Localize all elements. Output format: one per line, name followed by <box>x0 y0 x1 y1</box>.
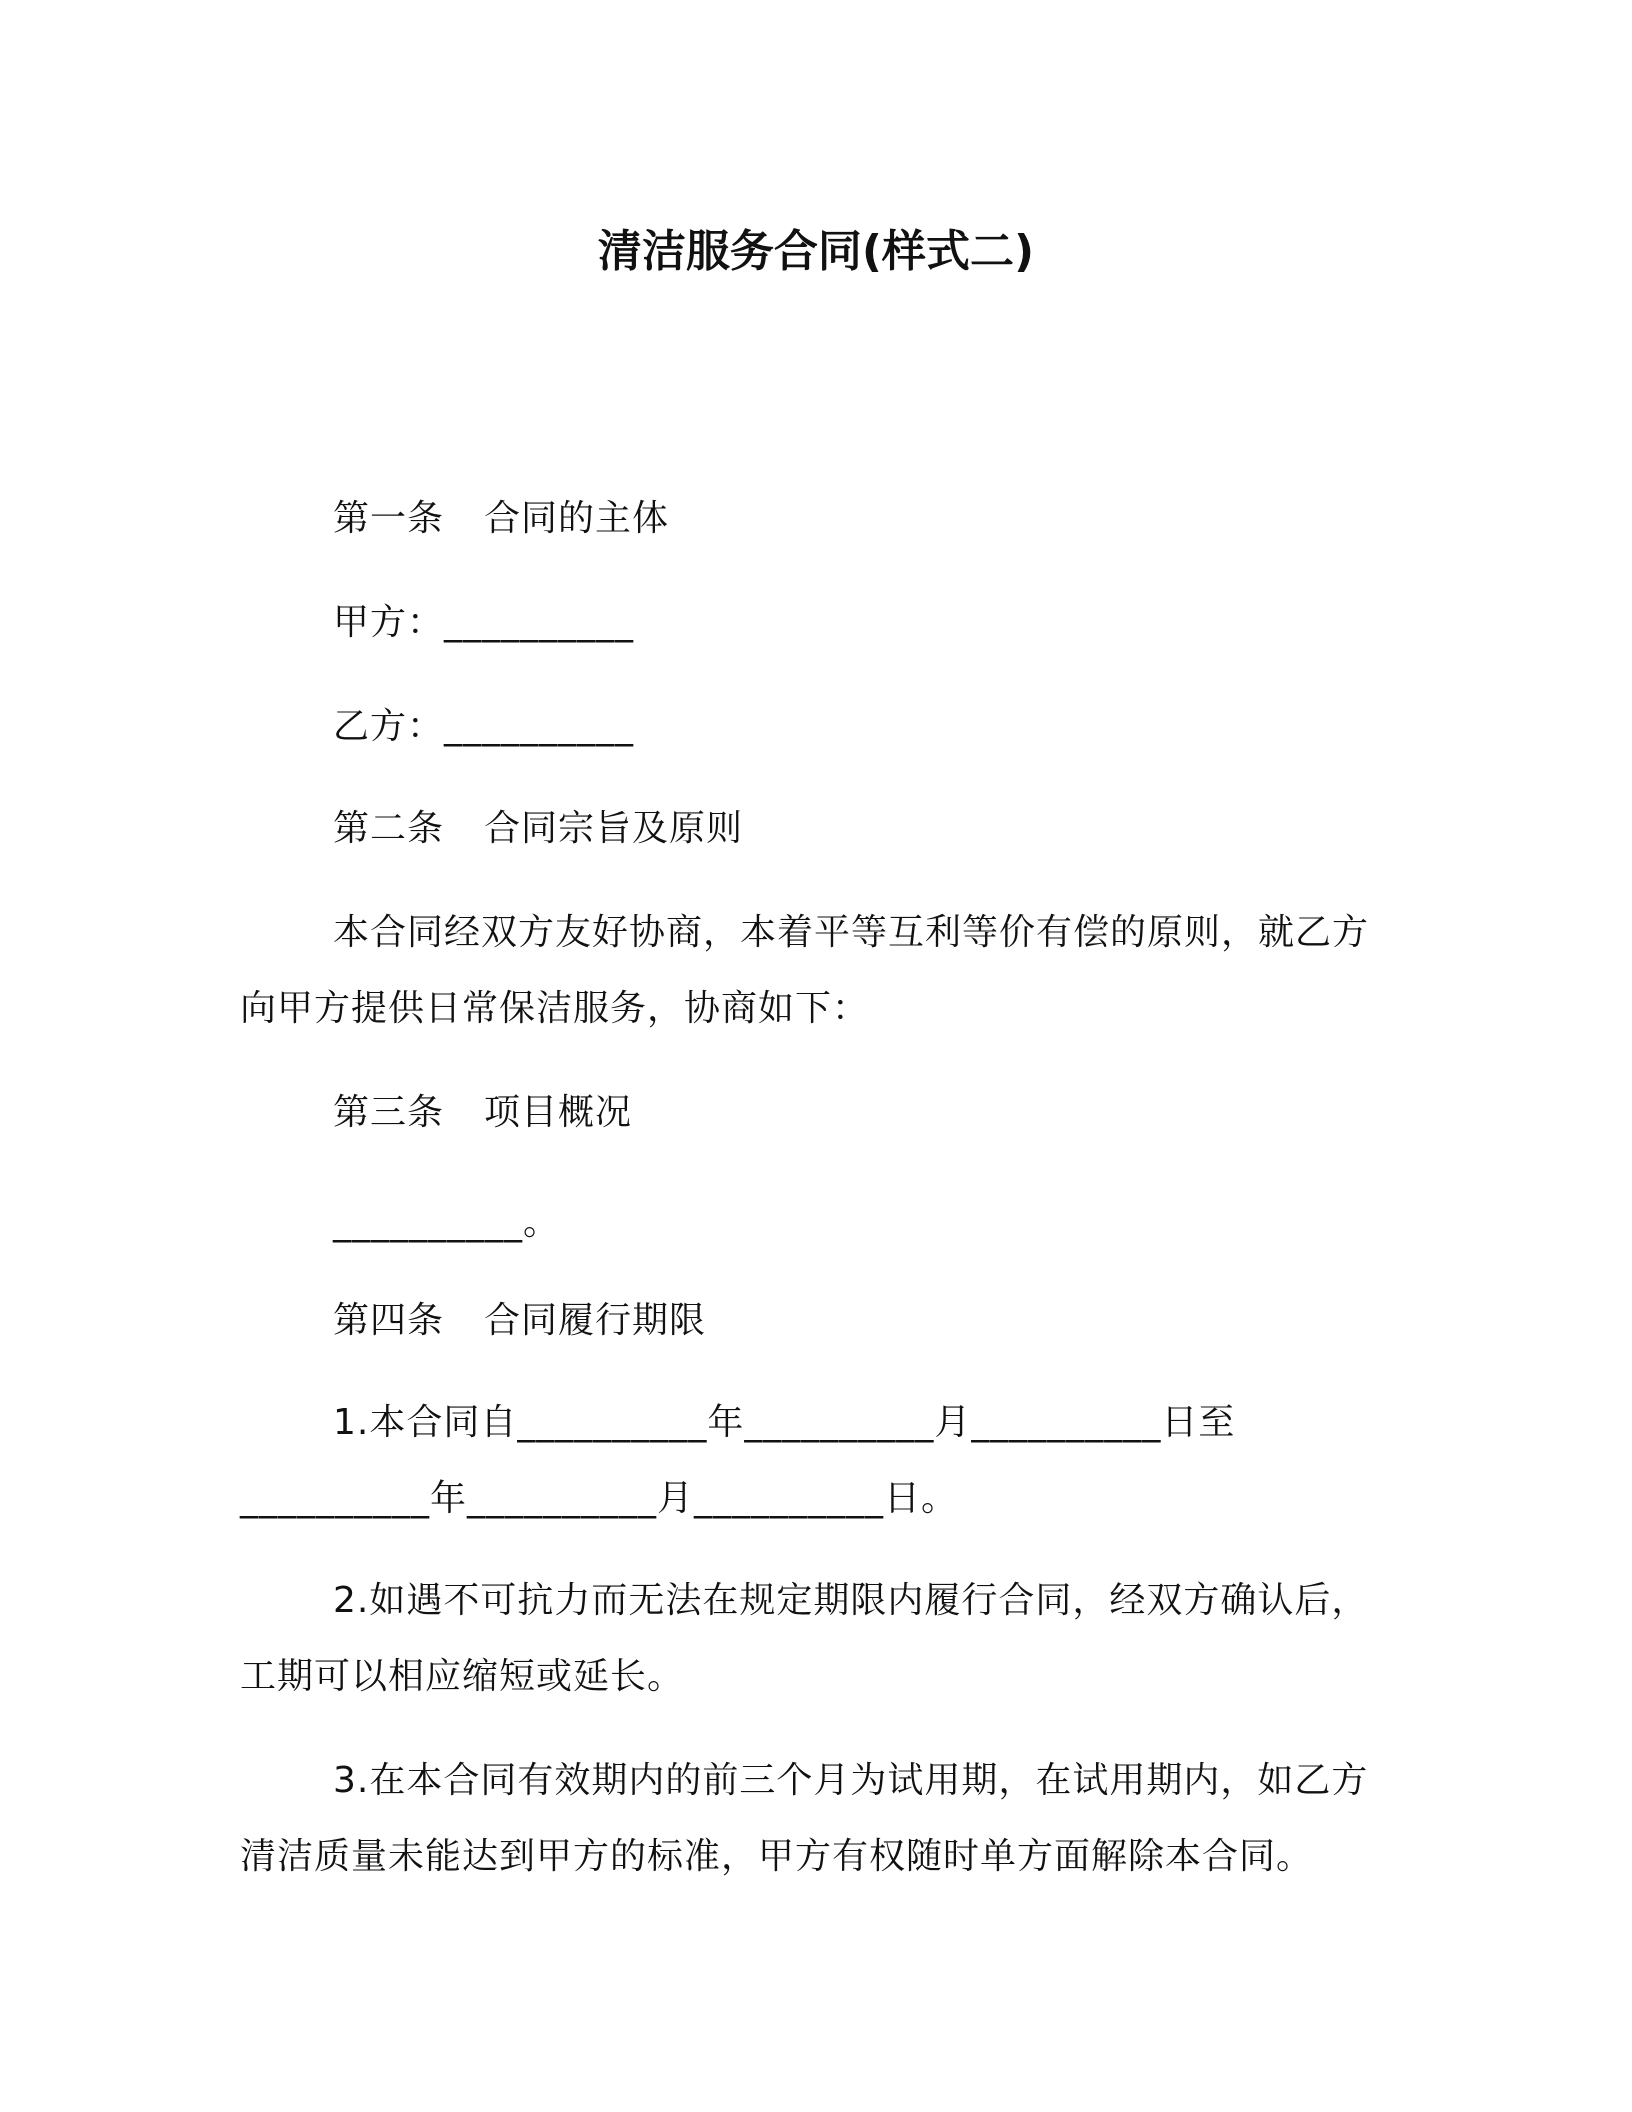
term-item-2-line-2: 工期可以相应缩短或延长。 <box>240 1656 685 1697</box>
term-item-3-line-2: 清洁质量未能达到甲方的标准，甲方有权随时单方面解除本合同。 <box>240 1836 1314 1877</box>
article-1-heading <box>333 494 669 544</box>
article-title: 合同的主体 <box>484 498 670 539</box>
article-number: 第四条 <box>333 1300 445 1341</box>
article-title: 合同履行期限 <box>484 1300 707 1341</box>
article-number: 第一条 <box>333 498 445 539</box>
party-b-line: 乙方：__________ <box>333 706 635 747</box>
article-2-heading <box>333 804 743 854</box>
term-item-2-line-1: 2.如遇不可抗力而无法在规定期限内履行合同，经双方确认后， <box>333 1580 1369 1621</box>
term-item-3-line-1: 3.在本合同有效期内的前三个月为试用期，在试用期内，如乙方 <box>333 1760 1369 1801</box>
article-2-paragraph-line-1: 本合同经双方友好协商，本着平等互利等价有偿的原则，就乙方 <box>333 912 1370 953</box>
document-title: 清洁服务合同(样式二) <box>597 226 1035 277</box>
article-number: 第二条 <box>333 808 445 849</box>
party-a-line: 甲方：__________ <box>333 602 635 643</box>
article-title: 项目概况 <box>484 1092 633 1133</box>
project-overview-blank: __________。 <box>333 1202 561 1243</box>
article-number: 第三条 <box>333 1092 445 1133</box>
article-3-heading <box>333 1088 632 1138</box>
article-title: 合同宗旨及原则 <box>484 808 744 849</box>
article-2-paragraph-line-2: 向甲方提供日常保洁服务，协商如下： <box>240 988 870 1029</box>
term-item-1-line-1: 1.本合同自__________年__________月__________日至 <box>333 1402 1236 1443</box>
article-4-heading <box>333 1296 706 1346</box>
term-item-1-line-2: __________年__________月__________日。 <box>240 1478 958 1519</box>
